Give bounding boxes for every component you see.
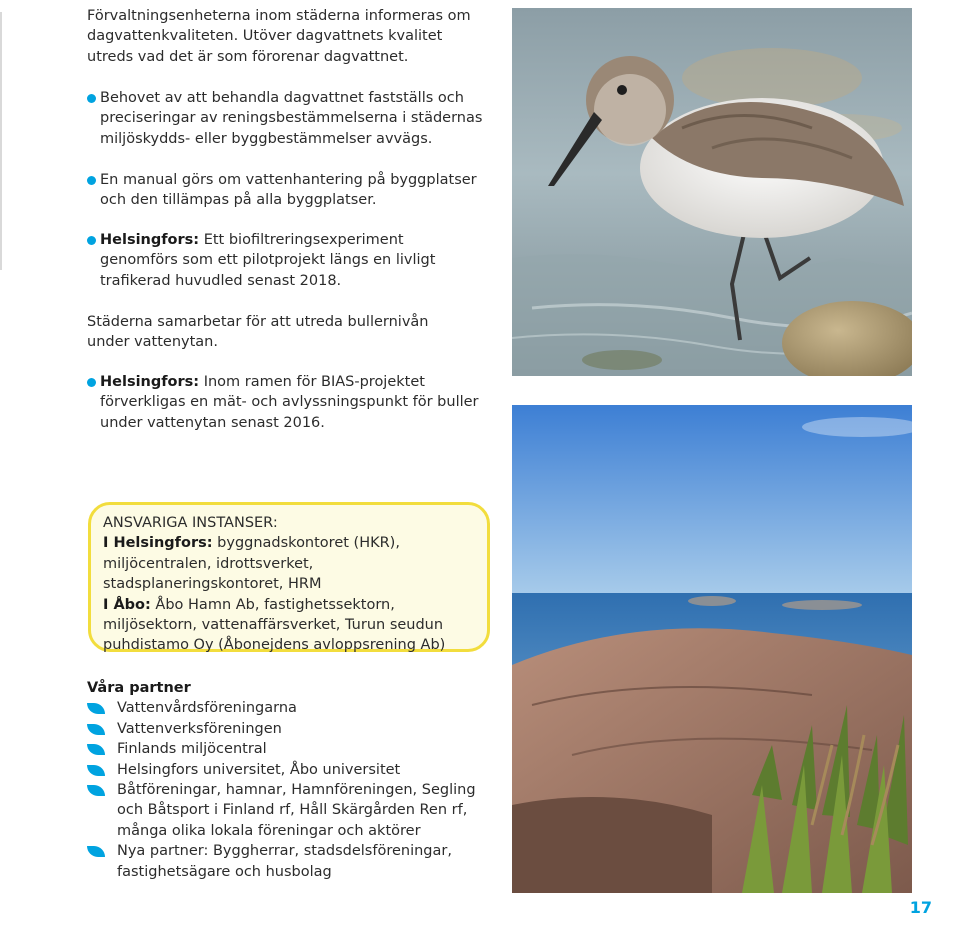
bullet-text: En manual görs om vattenhantering på byggplatser och den tillämpas på alla byggplatser. — [100, 172, 477, 209]
bullet-label: Helsingfors: — [100, 232, 200, 248]
partner-label: Helsingfors universitet, Åbo universitet — [117, 761, 401, 778]
helsinki-label: I Helsingfors: — [103, 535, 213, 552]
bullet-text: Behovet av att behandla dagvattnet fastställs och preciseringar av reningsbestämmelserna i städernas miljöskydds- eller byggbestämmelser avvägs. — [100, 90, 483, 147]
bullet-text: Inom ramen för BIAS-projektet förverkligas en mät- och avlyssningspunkt för buller under vattenytan senast 2016. — [100, 374, 479, 431]
sandpiper-photo — [512, 8, 912, 376]
bullet-dot-icon — [87, 378, 96, 387]
leaf-bullet-icon — [87, 765, 105, 776]
partner-label: Nya partner: Byggherrar, stadsdelsföreningar, fastighetsägare och husbolag — [117, 843, 452, 880]
turku-text: Åbo Hamn Ab, fastighetssektorn, miljösektorn, vattenaffärsverket, Turun seudun puhdistamo Oy (Åbonejdens avloppsrening Ab) — [103, 596, 446, 654]
bullet-label: Helsingfors: — [100, 374, 200, 390]
bullet-manual — [100, 170, 485, 211]
bullet-dot-icon — [87, 236, 96, 245]
partners-title: Våra partner — [87, 680, 191, 696]
page-number: 17 — [909, 897, 932, 917]
partner-item — [87, 841, 497, 882]
partner-item — [87, 780, 497, 841]
partner-label: Vattenverksföreningen — [117, 720, 282, 737]
page-edge-line — [0, 12, 2, 270]
helsinki-text: byggnadskontoret (HKR), miljöcentralen, idrottsverket, stadsplaneringskontoret, HRM — [103, 535, 400, 593]
leaf-bullet-icon — [87, 785, 105, 796]
intro-paragraph: Förvaltningsenheterna inom städerna informeras om dagvattenkvaliteten. Utöver dagvattnets kvalitet utreds vad det är som förorenar dagvattnet. — [87, 8, 471, 65]
leaf-bullet-icon — [87, 846, 105, 857]
responsible-turku — [103, 595, 475, 656]
bullet-dagvatten — [100, 88, 485, 149]
bullet-bias — [100, 372, 485, 433]
leaf-bullet-icon — [87, 724, 105, 735]
responsible-helsinki — [103, 533, 475, 594]
archipelago-photo — [512, 405, 912, 893]
partner-item — [87, 760, 497, 780]
partner-label: Finlands miljöcentral — [117, 741, 267, 758]
leaf-bullet-icon — [87, 703, 105, 714]
bullet-biofiltrering — [100, 230, 485, 291]
buller-paragraph: Städerna samarbetar för att utreda bullernivån under vattenytan. — [87, 314, 429, 351]
responsible-box — [88, 502, 490, 652]
leaf-bullet-icon — [87, 744, 105, 755]
partner-item — [87, 719, 497, 739]
responsible-title: ANSVARIGA INSTANSER: — [103, 515, 278, 531]
partner-item — [87, 739, 497, 759]
partner-label: Vattenvårdsföreningarna — [117, 700, 297, 717]
partner-item — [87, 698, 497, 718]
bullet-dot-icon — [87, 94, 96, 103]
partner-label: Båtföreningar, hamnar, Hamnföreningen, Segling och Båtsport i Finland rf, Håll Skärgården Ren rf, många olika lokala föreningar och aktörer — [117, 782, 476, 839]
partners-section — [87, 678, 497, 882]
bullet-text: Ett biofiltreringsexperiment genomförs som ett pilotprojekt längs en livligt trafikerad huvudled senast 2018. — [100, 232, 436, 289]
turku-label: I Åbo: — [103, 596, 151, 613]
bullet-dot-icon — [87, 176, 96, 185]
